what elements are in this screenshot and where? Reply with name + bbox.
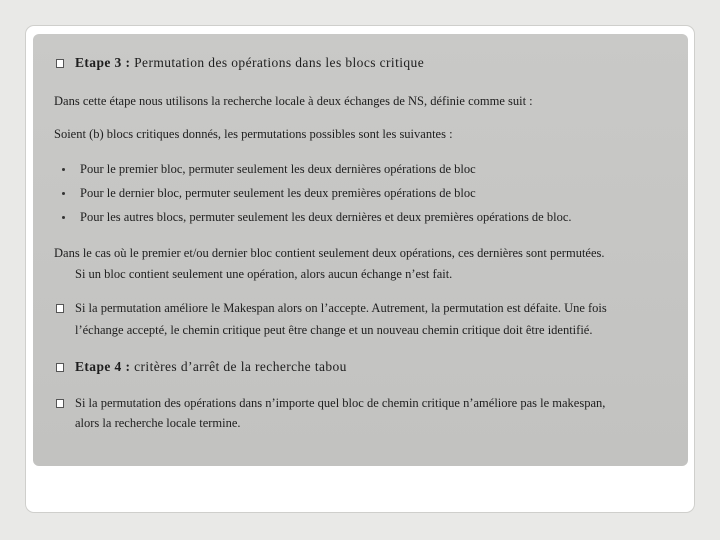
stop-note-line2: alors la recherche locale termine. (75, 416, 241, 430)
checkbox-bullet-icon (56, 363, 64, 372)
intro-text: Dans cette étape nous utilisons la recherche locale à deux échanges de NS, définie comme suit : (54, 94, 533, 108)
step4-heading (75, 359, 347, 375)
bullet-dot-icon (62, 216, 65, 219)
checkbox-bullet-icon (56, 59, 64, 68)
list-item: Pour les autres blocs, permuter seulement les deux dernières et deux premières opérations de bloc. (80, 210, 572, 224)
step3-title: Permutation des opérations dans les blocs critique (134, 55, 425, 70)
stop-note-line1: Si la permutation des opérations dans n’importe quel bloc de chemin critique n’améliore pas le makespan, (75, 396, 606, 410)
checkbox-bullet-icon (56, 304, 64, 313)
step4-title: critères d’arrêt de la recherche tabou (134, 359, 347, 374)
permutation-note-line1: Si la permutation améliore le Makespan alors on l’accepte. Autrement, la permutation est défaite. Une fois (75, 301, 607, 315)
bullet-dot-icon (62, 168, 65, 171)
list-item: Pour le dernier bloc, permuter seulement les deux premières opérations de bloc (80, 186, 476, 200)
bullet-dot-icon (62, 192, 65, 195)
checkbox-bullet-icon (56, 399, 64, 408)
step3-label: Etape 3 : (75, 55, 131, 70)
step3-heading (75, 55, 424, 71)
step4-label: Etape 4 : (75, 359, 131, 374)
case-note-line1: Dans le cas où le premier et/ou dernier bloc contient seulement deux opérations, ces dernières sont permutées. (54, 246, 605, 260)
permutation-note-line2: l’échange accepté, le chemin critique peut être change et un nouveau chemin critique doit être identifié. (75, 323, 593, 337)
case-note-line2: Si un bloc contient seulement une opération, alors aucun échange n’est fait. (75, 267, 453, 281)
subtitle-text: Soient (b) blocs critiques donnés, les permutations possibles sont les suivantes : (54, 127, 453, 141)
list-item: Pour le premier bloc, permuter seulement les deux dernières opérations de bloc (80, 162, 476, 176)
